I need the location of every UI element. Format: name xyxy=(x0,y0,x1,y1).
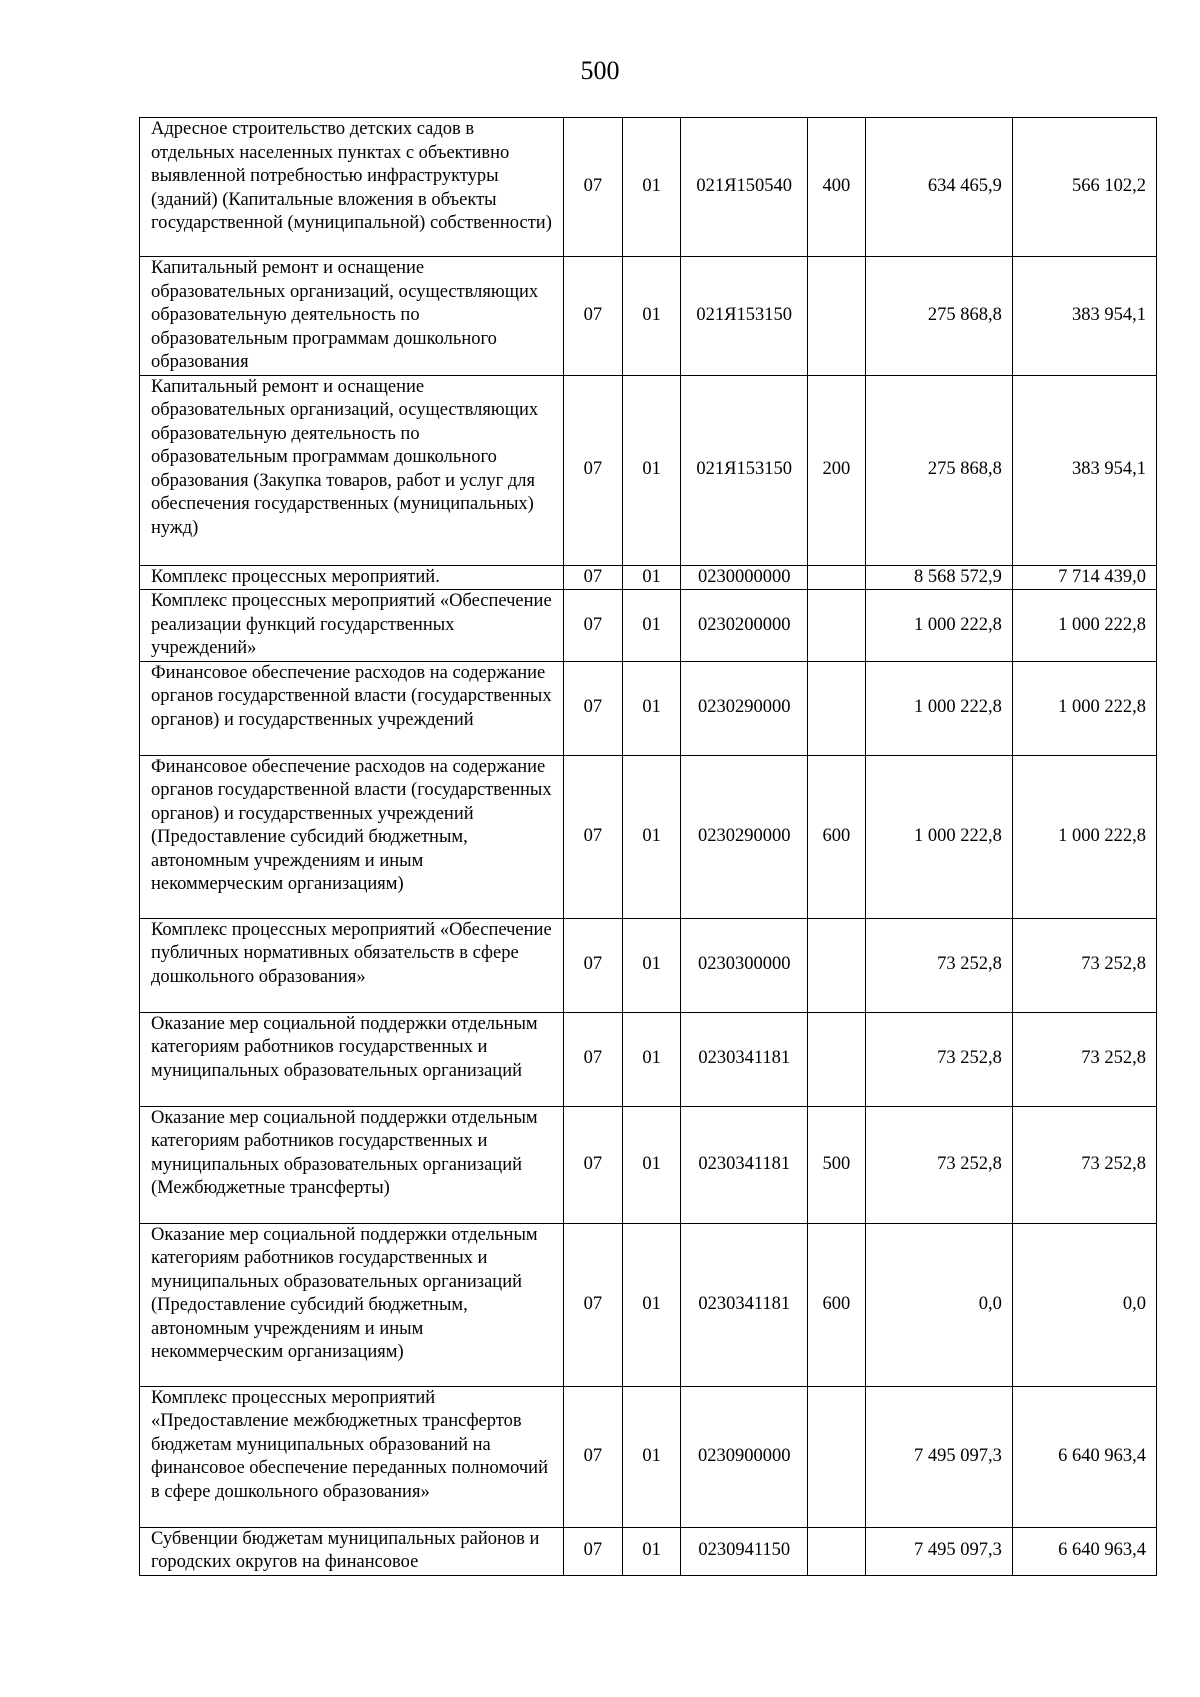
row-name: Оказание мер социальной поддержки отдельным категориям работников государственных и муниципальных образовательных организаций xyxy=(140,1012,564,1106)
row-subsection: 01 xyxy=(622,755,681,918)
row-amount-1: 1 000 222,8 xyxy=(865,661,1012,755)
row-expense-type xyxy=(808,1012,866,1106)
row-subsection: 01 xyxy=(622,661,681,755)
row-section: 07 xyxy=(564,590,623,662)
row-amount-2: 73 252,8 xyxy=(1012,1012,1156,1106)
row-target-article: 0230290000 xyxy=(681,755,808,918)
row-name: Комплекс процессных мероприятий «Обеспечение реализации функций государственных учреждений» xyxy=(140,590,564,662)
row-section: 07 xyxy=(564,375,623,565)
row-expense-type xyxy=(808,1527,866,1575)
row-subsection: 01 xyxy=(622,1106,681,1223)
row-expense-type xyxy=(808,1386,866,1527)
row-amount-2: 6 640 963,4 xyxy=(1012,1527,1156,1575)
row-name: Финансовое обеспечение расходов на содержание органов государственной власти (государственных органов) и государственных учреждений xyxy=(140,661,564,755)
row-section: 07 xyxy=(564,1012,623,1106)
row-subsection: 01 xyxy=(622,590,681,662)
table-row xyxy=(140,1106,1157,1223)
row-name: Субвенции бюджетам муниципальных районов и городских округов на финансовое xyxy=(140,1527,564,1575)
row-target-article: 0230300000 xyxy=(681,918,808,1012)
row-subsection: 01 xyxy=(622,565,681,590)
row-section: 07 xyxy=(564,1223,623,1386)
table-row xyxy=(140,1223,1157,1386)
row-section: 07 xyxy=(564,661,623,755)
row-name: Комплекс процессных мероприятий «Предоставление межбюджетных трансфертов бюджетам муниципальных образований на финансовое обеспечение переданных полномочий в сфере дошкольного образования» xyxy=(140,1386,564,1527)
row-expense-type: 600 xyxy=(808,755,866,918)
row-section: 07 xyxy=(564,118,623,257)
row-target-article: 0230941150 xyxy=(681,1527,808,1575)
row-amount-2: 0,0 xyxy=(1012,1223,1156,1386)
row-target-article: 0230900000 xyxy=(681,1386,808,1527)
row-amount-2: 566 102,2 xyxy=(1012,118,1156,257)
row-name: Комплекс процессных мероприятий «Обеспечение публичных нормативных обязательств в сфере дошкольного образования» xyxy=(140,918,564,1012)
row-subsection: 01 xyxy=(622,1386,681,1527)
row-amount-2: 1 000 222,8 xyxy=(1012,590,1156,662)
row-target-article: 021Я153150 xyxy=(681,375,808,565)
row-target-article: 021Я153150 xyxy=(681,257,808,376)
row-target-article: 0230341181 xyxy=(681,1223,808,1386)
table-row xyxy=(140,1012,1157,1106)
row-expense-type xyxy=(808,257,866,376)
row-amount-1: 7 495 097,3 xyxy=(865,1386,1012,1527)
row-expense-type xyxy=(808,918,866,1012)
row-section: 07 xyxy=(564,755,623,918)
row-target-article: 0230200000 xyxy=(681,590,808,662)
row-amount-1: 634 465,9 xyxy=(865,118,1012,257)
row-section: 07 xyxy=(564,1386,623,1527)
row-amount-1: 73 252,8 xyxy=(865,1012,1012,1106)
row-amount-2: 73 252,8 xyxy=(1012,1106,1156,1223)
row-subsection: 01 xyxy=(622,918,681,1012)
budget-table xyxy=(139,117,1157,1576)
row-section: 07 xyxy=(564,918,623,1012)
row-section: 07 xyxy=(564,257,623,376)
row-name: Финансовое обеспечение расходов на содержание органов государственной власти (государственных органов) и государственных учреждений (Предоставление субсидий бюджетным, автономным учреждениям и иным некоммерческим организациям) xyxy=(140,755,564,918)
row-section: 07 xyxy=(564,1527,623,1575)
table-row xyxy=(140,590,1157,662)
row-amount-1: 275 868,8 xyxy=(865,375,1012,565)
row-amount-2: 7 714 439,0 xyxy=(1012,565,1156,590)
row-name: Капитальный ремонт и оснащение образовательных организаций, осуществляющих образовательную деятельность по образовательным программам дошкольного образования (Закупка товаров, работ и услуг для обеспечения государственных (муниципальных) нужд) xyxy=(140,375,564,565)
row-amount-2: 1 000 222,8 xyxy=(1012,755,1156,918)
row-amount-2: 6 640 963,4 xyxy=(1012,1386,1156,1527)
row-amount-1: 73 252,8 xyxy=(865,918,1012,1012)
row-target-article: 021Я150540 xyxy=(681,118,808,257)
table-row xyxy=(140,1386,1157,1527)
row-expense-type: 400 xyxy=(808,118,866,257)
row-section: 07 xyxy=(564,565,623,590)
row-expense-type: 200 xyxy=(808,375,866,565)
row-target-article: 0230000000 xyxy=(681,565,808,590)
table-body xyxy=(140,118,1157,1576)
row-target-article: 0230341181 xyxy=(681,1012,808,1106)
row-target-article: 0230341181 xyxy=(681,1106,808,1223)
row-name: Оказание мер социальной поддержки отдельным категориям работников государственных и муниципальных образовательных организаций (Межбюджетные трансферты) xyxy=(140,1106,564,1223)
table-row xyxy=(140,375,1157,565)
row-target-article: 0230290000 xyxy=(681,661,808,755)
table-row xyxy=(140,257,1157,376)
page-number: 500 xyxy=(580,56,620,85)
row-amount-1: 1 000 222,8 xyxy=(865,590,1012,662)
row-section: 07 xyxy=(564,1106,623,1223)
row-subsection: 01 xyxy=(622,257,681,376)
table-row xyxy=(140,118,1157,257)
row-amount-1: 7 495 097,3 xyxy=(865,1527,1012,1575)
row-amount-2: 73 252,8 xyxy=(1012,918,1156,1012)
row-expense-type xyxy=(808,565,866,590)
row-subsection: 01 xyxy=(622,1527,681,1575)
row-subsection: 01 xyxy=(622,118,681,257)
row-subsection: 01 xyxy=(622,1012,681,1106)
row-expense-type xyxy=(808,590,866,662)
row-name: Капитальный ремонт и оснащение образовательных организаций, осуществляющих образовательную деятельность по образовательным программам дошкольного образования xyxy=(140,257,564,376)
row-expense-type: 500 xyxy=(808,1106,866,1223)
row-expense-type xyxy=(808,661,866,755)
row-subsection: 01 xyxy=(622,1223,681,1386)
table-row xyxy=(140,1527,1157,1575)
row-amount-1: 0,0 xyxy=(865,1223,1012,1386)
row-subsection: 01 xyxy=(622,375,681,565)
row-amount-1: 8 568 572,9 xyxy=(865,565,1012,590)
table-row xyxy=(140,661,1157,755)
row-amount-2: 383 954,1 xyxy=(1012,375,1156,565)
table-row xyxy=(140,565,1157,590)
row-amount-1: 275 868,8 xyxy=(865,257,1012,376)
row-name: Оказание мер социальной поддержки отдельным категориям работников государственных и муниципальных образовательных организаций (Предоставление субсидий бюджетным, автономным учреждениям и иным некоммерческим организациям) xyxy=(140,1223,564,1386)
row-amount-1: 1 000 222,8 xyxy=(865,755,1012,918)
table-row xyxy=(140,918,1157,1012)
row-name: Адресное строительство детских садов в отдельных населенных пунктах с объективно выявленной потребностью инфраструктуры (зданий) (Капитальные вложения в объекты государственной (муниципальной) собственности) xyxy=(140,118,564,257)
row-amount-2: 1 000 222,8 xyxy=(1012,661,1156,755)
row-amount-1: 73 252,8 xyxy=(865,1106,1012,1223)
row-name: Комплекс процессных мероприятий. xyxy=(140,565,564,590)
row-expense-type: 600 xyxy=(808,1223,866,1386)
row-amount-2: 383 954,1 xyxy=(1012,257,1156,376)
table-row xyxy=(140,755,1157,918)
